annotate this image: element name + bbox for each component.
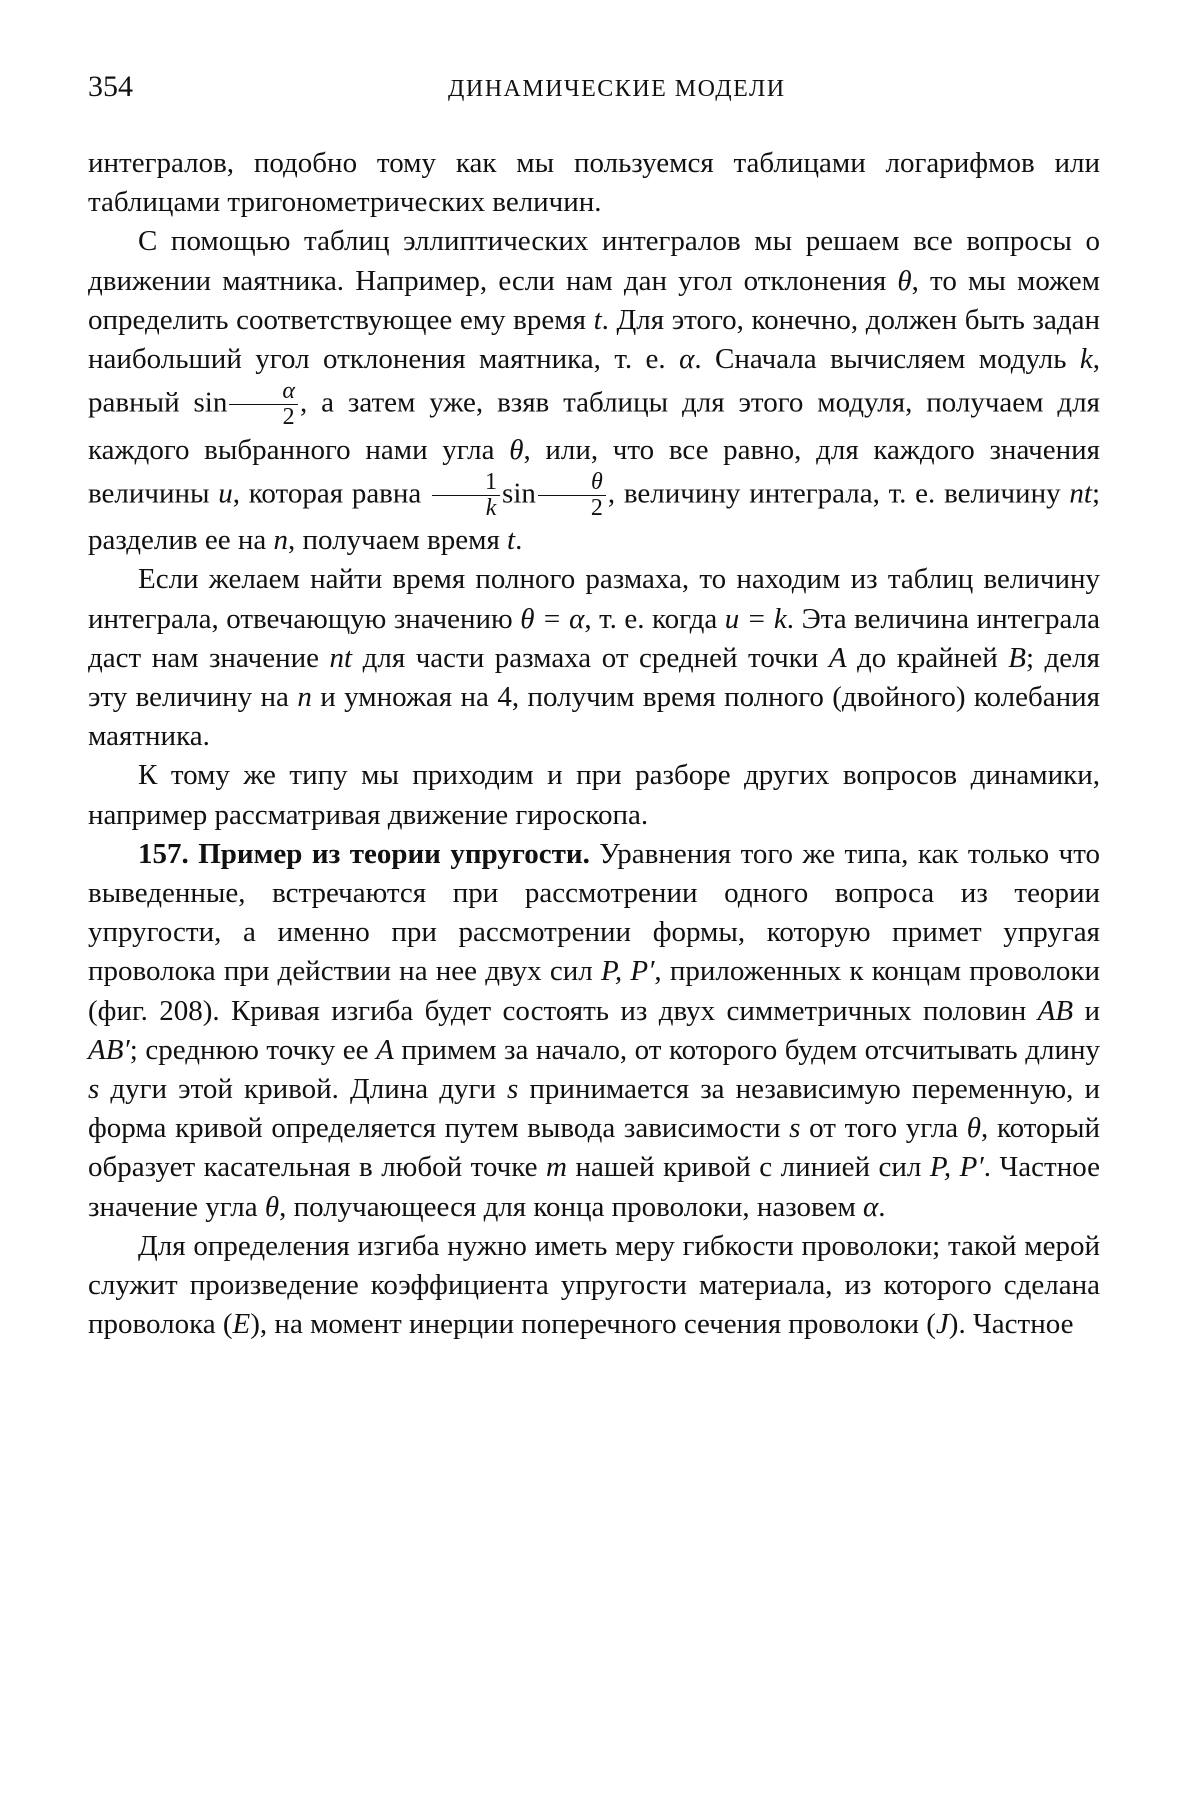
text: С помощью таблиц эллиптических интегралов мы решаем все вопросы о движении маятника. Например, если нам дан угол отклонения bbox=[88, 225, 1100, 297]
text: , равный sin bbox=[88, 343, 1100, 419]
paragraph-6 bbox=[88, 1227, 1100, 1345]
section-title: Пример из теории упругости. bbox=[198, 837, 590, 870]
text: , который образует касательная в любой точке bbox=[88, 1112, 1100, 1184]
paragraph-4 bbox=[88, 756, 1100, 834]
fraction-numerator: 1 bbox=[432, 470, 500, 496]
math-t: t bbox=[593, 303, 602, 336]
math-equation: u = k bbox=[724, 602, 787, 635]
fraction-alpha-over-2 bbox=[229, 379, 298, 430]
math-s: s bbox=[88, 1073, 100, 1106]
text: , которая равна bbox=[232, 477, 431, 510]
math-AB: AB bbox=[1037, 994, 1074, 1027]
math-alpha: α bbox=[863, 1190, 879, 1223]
text: , или, что все равно, для каждого значения величины bbox=[88, 433, 1100, 510]
text: интегралов, подобно тому как мы пользуемся таблицами логарифмов или таблицами тригонометрических величин. bbox=[88, 147, 1100, 219]
text: . Эта величина интеграла даст нам значение bbox=[88, 602, 1100, 674]
text: Уравнения того же типа, как только что выведенные, встречаются при рассмотрении одного вопроса из теории упругости, а именно при рассмотрении формы, которую примет упругая проволока при действии на нее двух сил bbox=[88, 837, 1101, 988]
text: ). Частное bbox=[948, 1308, 1074, 1341]
text: и умножая на 4, получим время полного (двойного) колебания маятника. bbox=[88, 680, 1101, 753]
math-forces: P, P′ bbox=[600, 955, 655, 988]
math-k: k bbox=[1079, 343, 1093, 376]
text: . bbox=[878, 1190, 886, 1223]
math-B: B bbox=[1008, 641, 1026, 674]
math-E: E bbox=[232, 1308, 251, 1341]
text: и bbox=[1073, 994, 1100, 1027]
text: ; среднюю точку ее bbox=[129, 1033, 377, 1066]
text: . bbox=[515, 524, 523, 557]
math-m: m bbox=[546, 1151, 567, 1184]
text: , то мы можем определить соответствующее ему время bbox=[88, 264, 1100, 336]
math-n: n bbox=[297, 680, 312, 713]
math-theta: θ bbox=[509, 433, 524, 466]
text: . Частное значение угла bbox=[88, 1151, 1100, 1223]
text: Для определения изгиба нужно иметь меру гибкости проволоки; такой мерой служит произведение коэффициента упругости материала, из которого сделана проволока ( bbox=[88, 1229, 1100, 1341]
math-nt: nt bbox=[1069, 477, 1092, 510]
text: от того угла bbox=[800, 1112, 967, 1145]
fraction-numerator: α bbox=[229, 379, 298, 405]
text: . Для этого, конечно, должен быть задан наибольший угол отклонения маятника, т. е. bbox=[88, 303, 1100, 376]
text: , величину интеграла, т. е. величину bbox=[607, 477, 1070, 510]
book-page bbox=[88, 70, 1100, 1344]
text: дуги этой кривой. Длина дуги bbox=[99, 1073, 508, 1106]
paragraph-5 bbox=[88, 835, 1100, 1227]
text: . Сначала вычисляем модуль bbox=[694, 343, 1080, 376]
text: sin bbox=[502, 477, 536, 510]
paragraph-1 bbox=[88, 144, 1100, 222]
math-nt: nt bbox=[329, 641, 353, 674]
text: К тому же типу мы приходим и при разборе других вопросов динамики, например рассматривая движение гироскопа. bbox=[88, 759, 1100, 831]
math-J: J bbox=[935, 1308, 949, 1341]
fraction-denominator: k bbox=[485, 494, 497, 521]
section-number: 157. bbox=[138, 837, 189, 870]
fraction-numerator: θ bbox=[538, 470, 606, 496]
math-u: u bbox=[218, 477, 233, 510]
text: ; деля эту величину на bbox=[88, 641, 1100, 713]
text: , т. е. когда bbox=[584, 602, 725, 635]
math-A: A bbox=[376, 1033, 394, 1066]
fraction-1-over-k bbox=[432, 470, 500, 521]
paragraph-2 bbox=[88, 222, 1100, 560]
text: , а затем уже, взяв таблицы для этого модуля, получаем для каждого выбранного нами угла bbox=[88, 386, 1100, 466]
text: для части размаха от средней точки bbox=[352, 641, 829, 674]
paragraph-3 bbox=[88, 560, 1100, 756]
math-n: n bbox=[273, 524, 288, 557]
fraction-denominator: 2 bbox=[282, 404, 295, 431]
math-A: A bbox=[828, 641, 847, 674]
math-s: s bbox=[789, 1112, 801, 1145]
math-theta: θ bbox=[897, 264, 912, 297]
fraction-denominator: 2 bbox=[590, 494, 603, 521]
math-t: t bbox=[507, 524, 516, 557]
text: , получаем время bbox=[288, 524, 508, 557]
fraction-theta-over-2 bbox=[538, 470, 606, 521]
text: , получающееся для конца проволоки, назовем bbox=[279, 1190, 864, 1223]
math-equation: θ = α bbox=[520, 602, 585, 635]
text: принимается за независимую переменную, и форма кривой определяется путем вывода зависимости bbox=[88, 1073, 1100, 1145]
math-forces: P, P′ bbox=[929, 1151, 984, 1184]
math-s: s bbox=[507, 1073, 519, 1106]
math-theta: θ bbox=[264, 1190, 280, 1223]
text: до крайней bbox=[846, 641, 1009, 674]
page-number: 354 bbox=[88, 70, 133, 103]
text: ), на момент инерции поперечного сечения проволоки ( bbox=[250, 1308, 936, 1341]
text: ; разделив ее на bbox=[88, 477, 1100, 557]
text: , приложенных к концам проволоки (фиг. 208). Кривая изгиба будет состоять из двух симметричных половин bbox=[88, 955, 1100, 1027]
page-header bbox=[88, 70, 1100, 120]
text: примем за начало, от которого будем отсчитывать длину bbox=[393, 1033, 1100, 1066]
math-alpha: α bbox=[679, 343, 695, 376]
text: нашей кривой с линией сил bbox=[566, 1151, 930, 1184]
running-head: ДИНАМИЧЕСКИЕ МОДЕЛИ bbox=[448, 76, 786, 102]
text: Если желаем найти время полного размаха, то находим из таблиц величину интеграла, отвечающую значению bbox=[88, 563, 1100, 635]
math-AB-prime: AB′ bbox=[88, 1033, 130, 1066]
math-theta: θ bbox=[966, 1112, 982, 1145]
